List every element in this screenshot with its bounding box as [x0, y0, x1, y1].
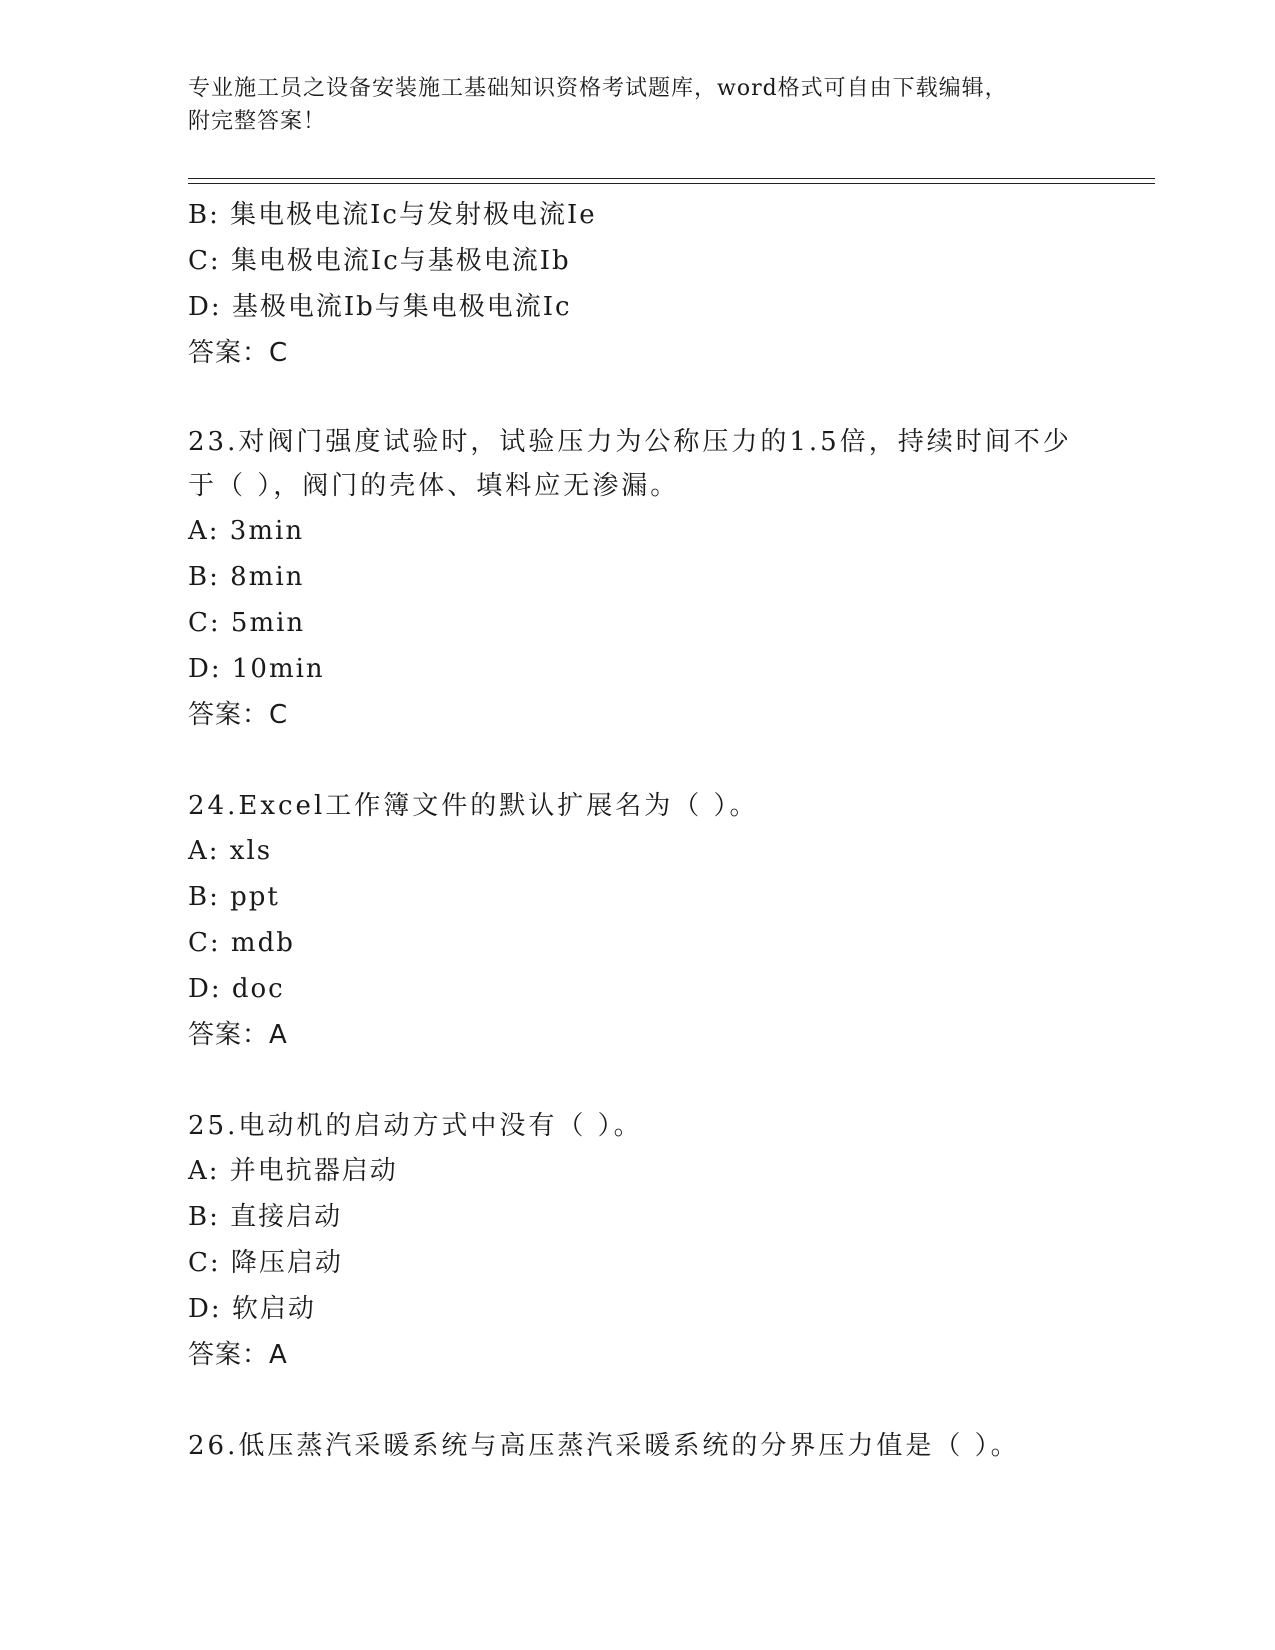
answer-line: 答案：C [188, 338, 289, 368]
header-divider-bottom [188, 183, 1155, 184]
header-line-2: 附完整答案！ [188, 109, 327, 134]
answer-line: 答案：C [188, 700, 289, 730]
question-stem-line-1: 26.低压蒸汽采暖系统与高压蒸汽采暖系统的分界压力值是（ ）。 [188, 1431, 1020, 1461]
question-26 [188, 1424, 1088, 1468]
question-24 [188, 784, 1088, 1058]
answer-line: 答案：A [188, 1020, 288, 1050]
option-c: C: 集电极电流Ic与基极电流Ib [188, 246, 571, 276]
question-stem-line-1: 25.电动机的启动方式中没有（ ）。 [188, 1111, 643, 1141]
option-a: A: xls [188, 836, 273, 866]
option-c: C: 降压启动 [188, 1248, 343, 1278]
question-stem-line-1: 23.对阀门强度试验时，试验压力为公称压力的1.5倍，持续时间不少 [188, 427, 1072, 457]
option-c: C: 5min [188, 608, 306, 638]
option-a: A: 并电抗器启动 [188, 1156, 398, 1186]
option-d: D: 10min [188, 654, 325, 684]
option-b: B: 集电极电流Ic与发射极电流Ie [188, 200, 597, 230]
answer-line: 答案：A [188, 1340, 288, 1370]
question-stem-line-2: 于（ ），阀门的壳体、填料应无渗漏。 [188, 471, 680, 501]
question-list [188, 192, 1088, 1468]
option-c: C: mdb [188, 928, 295, 958]
option-d: D: 基极电流Ib与集电极电流Ic [188, 292, 572, 322]
option-b: B: 直接启动 [188, 1202, 343, 1232]
question-22-partial [188, 192, 1088, 376]
option-a: A: 3min [188, 516, 305, 546]
option-b: B: ppt [188, 882, 280, 912]
header-line-1: 专业施工员之设备安装施工基础知识资格考试题库，word格式可自由下载编辑， [188, 76, 1008, 101]
option-b: B: 8min [188, 562, 305, 592]
document-header [188, 72, 1068, 138]
header-divider-top [188, 178, 1155, 179]
option-d: D: 软启动 [188, 1294, 316, 1324]
question-23 [188, 420, 1088, 738]
question-25 [188, 1104, 1088, 1378]
question-stem-line-1: 24.Excel工作簿文件的默认扩展名为（ ）。 [188, 791, 759, 821]
option-d: D: doc [188, 974, 285, 1004]
